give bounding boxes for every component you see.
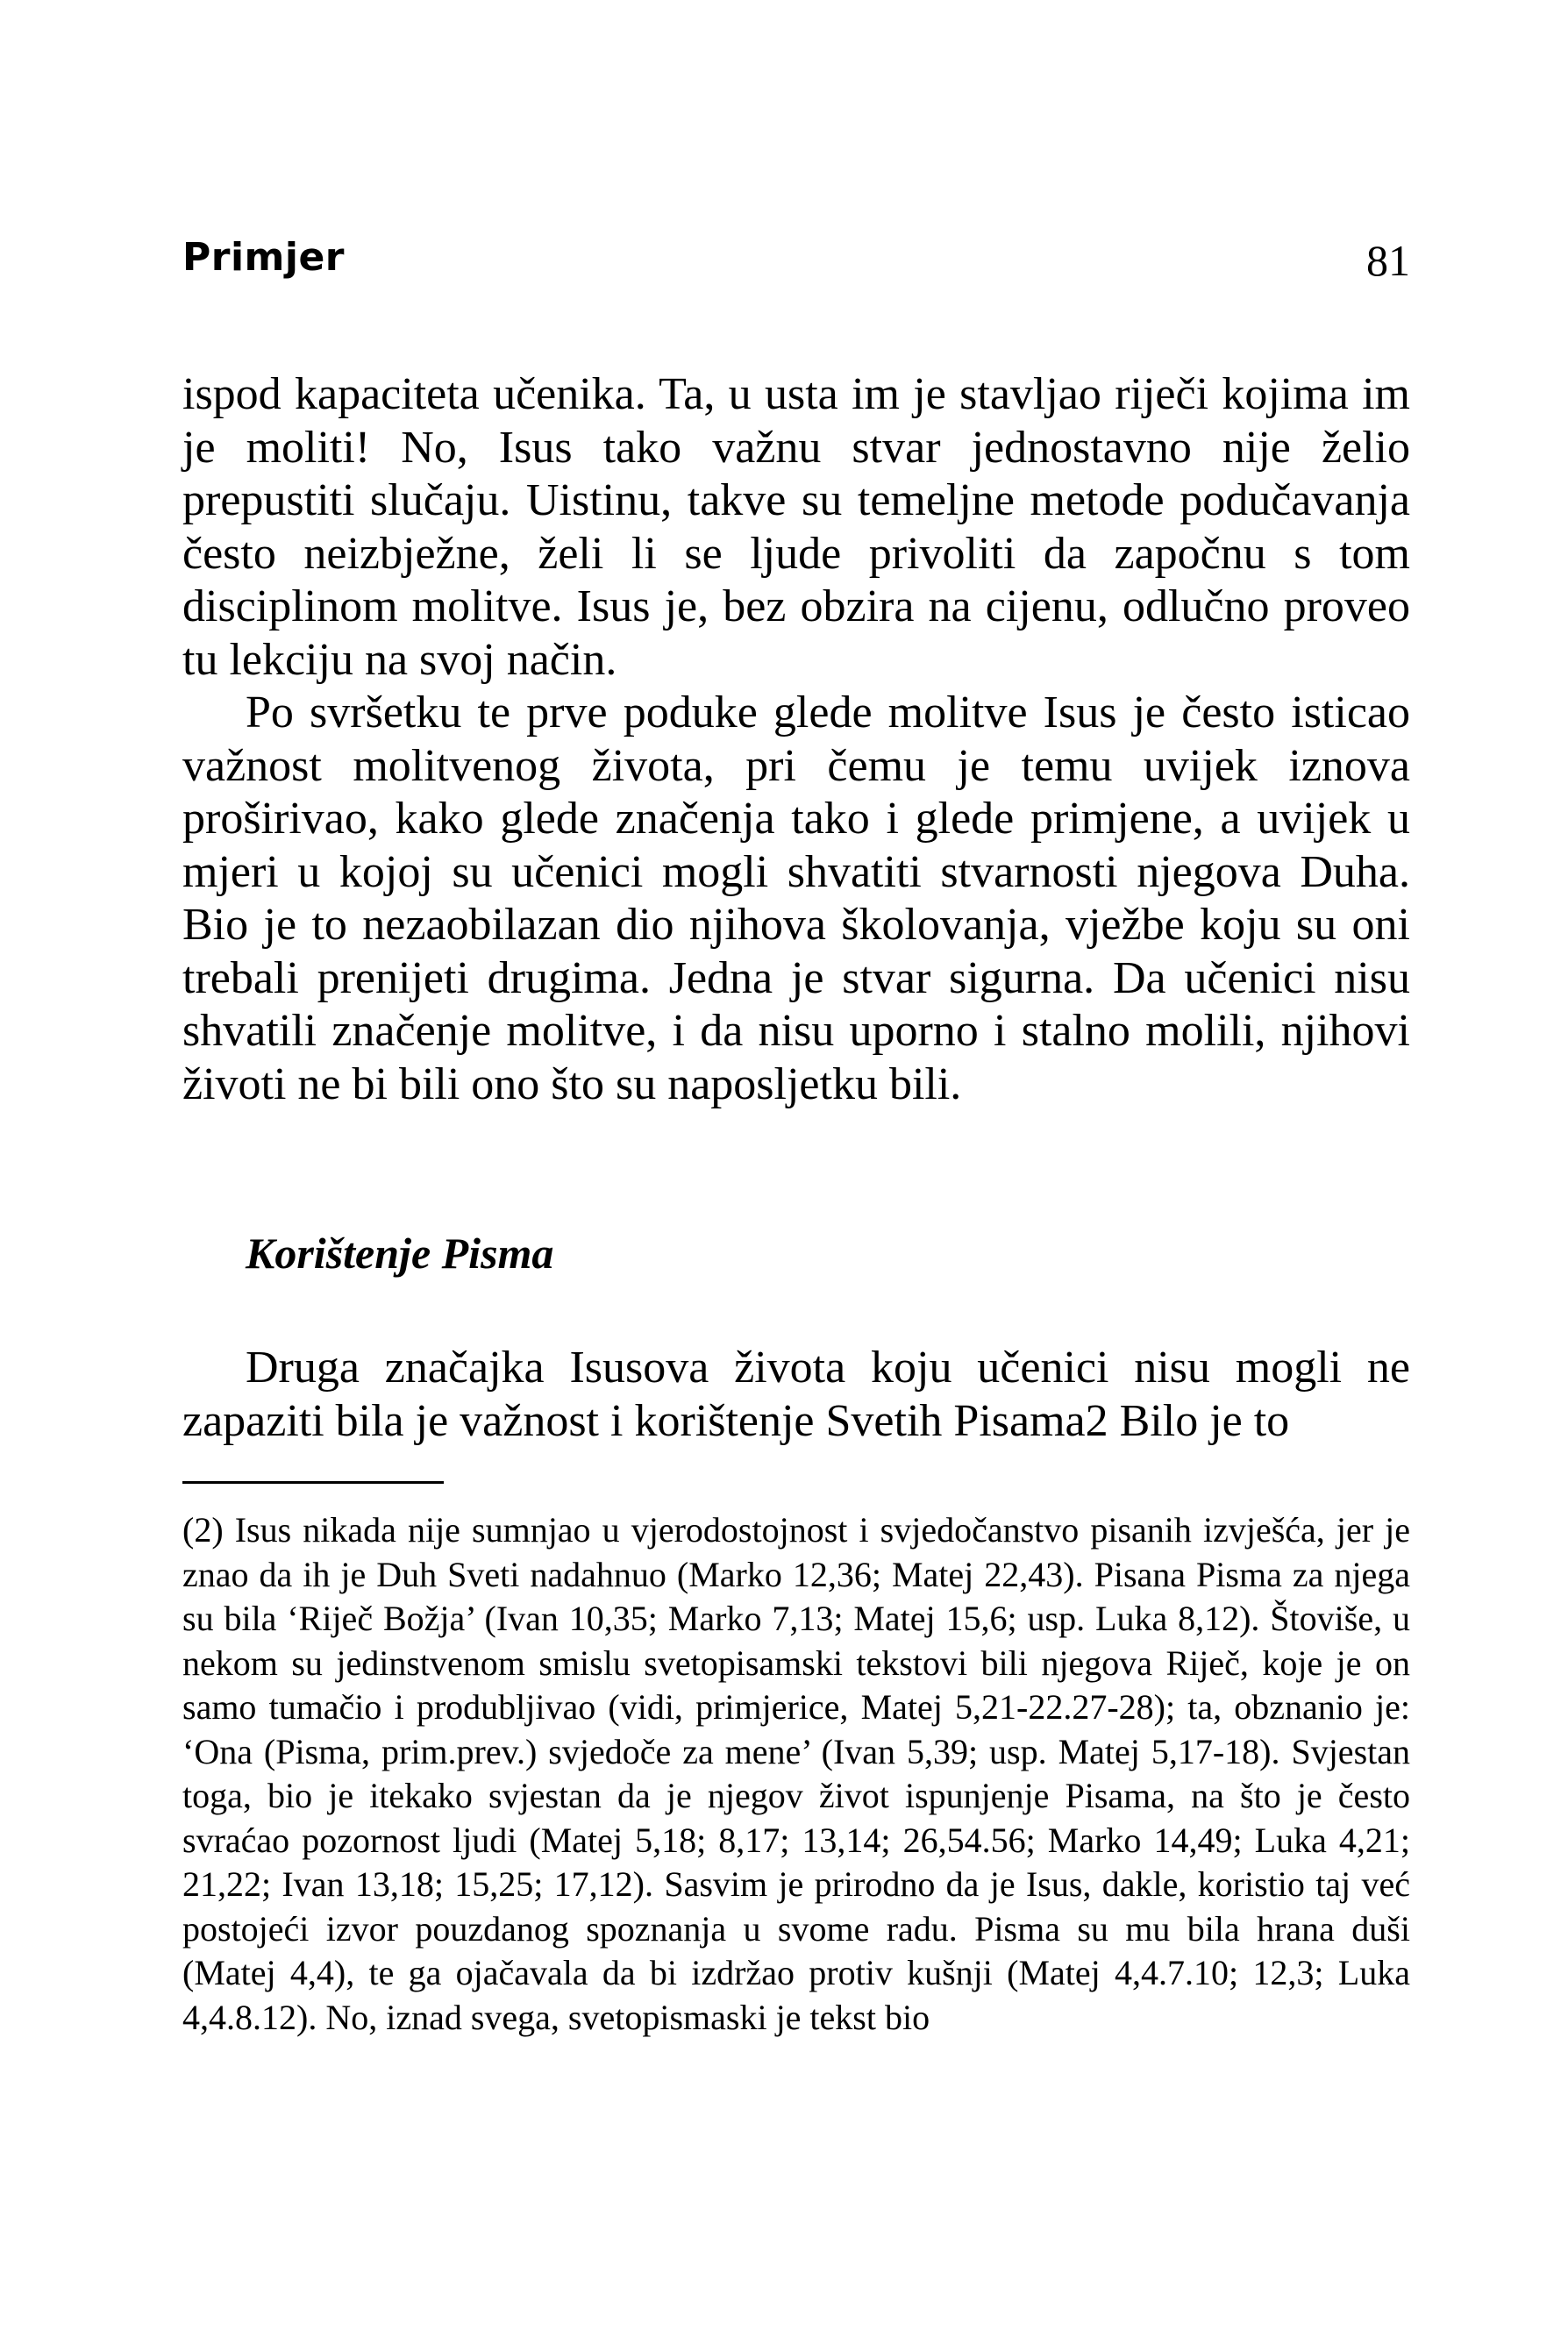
footnote — [182, 1508, 1410, 2040]
section-heading: Korištenje Pisma — [246, 1229, 554, 1278]
page-header — [182, 235, 1410, 296]
paragraph: ispod kapaciteta učenika. Ta, u usta im je stavljao riječi kojima im je moliti! No, Isus tako važnu stvar jednostavno nije želio prepustiti slučaju. Uistinu, takve su temeljne metode podučavanja često neizbježne, želi li se ljude privoliti da započnu s tom disciplinom molitve. Isus je, bez obzira na cijenu, odlučno proveo tu lekciju na svoj način. — [182, 369, 1410, 685]
footnote-text: (2) Isus nikada nije sumnjao u vjerodostojnost i svjedočanstvo pisanih izvješća, jer je znao da ih je Duh Sveti nadahnuo (Marko 12,36; Matej 22,43). Pisana Pisma za njega su bila ‘Riječ Božja’ (Ivan 10,35; Marko 7,13; Matej 15,6; usp. Luka 8,12). Štoviše, u nekom su jedinstvenom smislu svetopisamski tekstovi bili njegova Riječ, koje je on samo tumačio i produbljivao (vidi, primjerice, Matej 5,21-22.27-28); ta, obznanio je: ‘Ona (Pisma, prim.prev.) svjedoče za mene’ (Ivan 5,39; usp. Matej 5,17-18). Svjestan toga, bio je itekako svjestan da je njegov život ispunjenje Pisama, na što je često svraćao pozornost ljudi (Matej 5,18; 8,17; 13,14; 26,54.56; Marko 14,49; Luka 4,21; 21,22; Ivan 13,18; 15,25; 17,12). Sasvim je prirodno da je Isus, dakle, koristio taj već postojeći izvor pouzdanog spoznanja u svome radu. Pisma su mu bila hrana duši (Matej 4,4), te ga ojačavala da bi izdržao protiv kušnji (Matej 4,4.7.10; 12,3; Luka 4,4.8.12). No, iznad svega, svetopismaski je tekst bio — [182, 1510, 1410, 2037]
section-text — [182, 1342, 1410, 1448]
paragraph: Druga značajka Isusova života koju učenici nisu mogli ne zapaziti bila je važnost i korištenje Svetih Pisama2 Bilo je to — [182, 1343, 1410, 1446]
footnote-divider — [182, 1481, 444, 1484]
main-text — [182, 368, 1410, 1111]
running-head: Primjer — [182, 235, 345, 280]
paragraph: Po svršetku te prve poduke glede molitve Isus je često isticao važnost molitvenog života, pri čemu je temu uvijek iznova proširivao, kako glede značenja tako i glede primjene, a uvijek u mjeri u kojoj su učenici mogli shvatiti stvarnosti njegova Duha. Bio je to nezaobilazan dio njihova školovanja, vježbe koju su oni trebali prenijeti drugima. Jedna je stvar sigurna. Da učenici nisu shvatili značenje molitve, i da nisu uporno i stalno molili, njihovi životi ne bi bili ono što su naposljetku bili. — [182, 688, 1410, 1109]
page-number: 81 — [1366, 236, 1410, 285]
